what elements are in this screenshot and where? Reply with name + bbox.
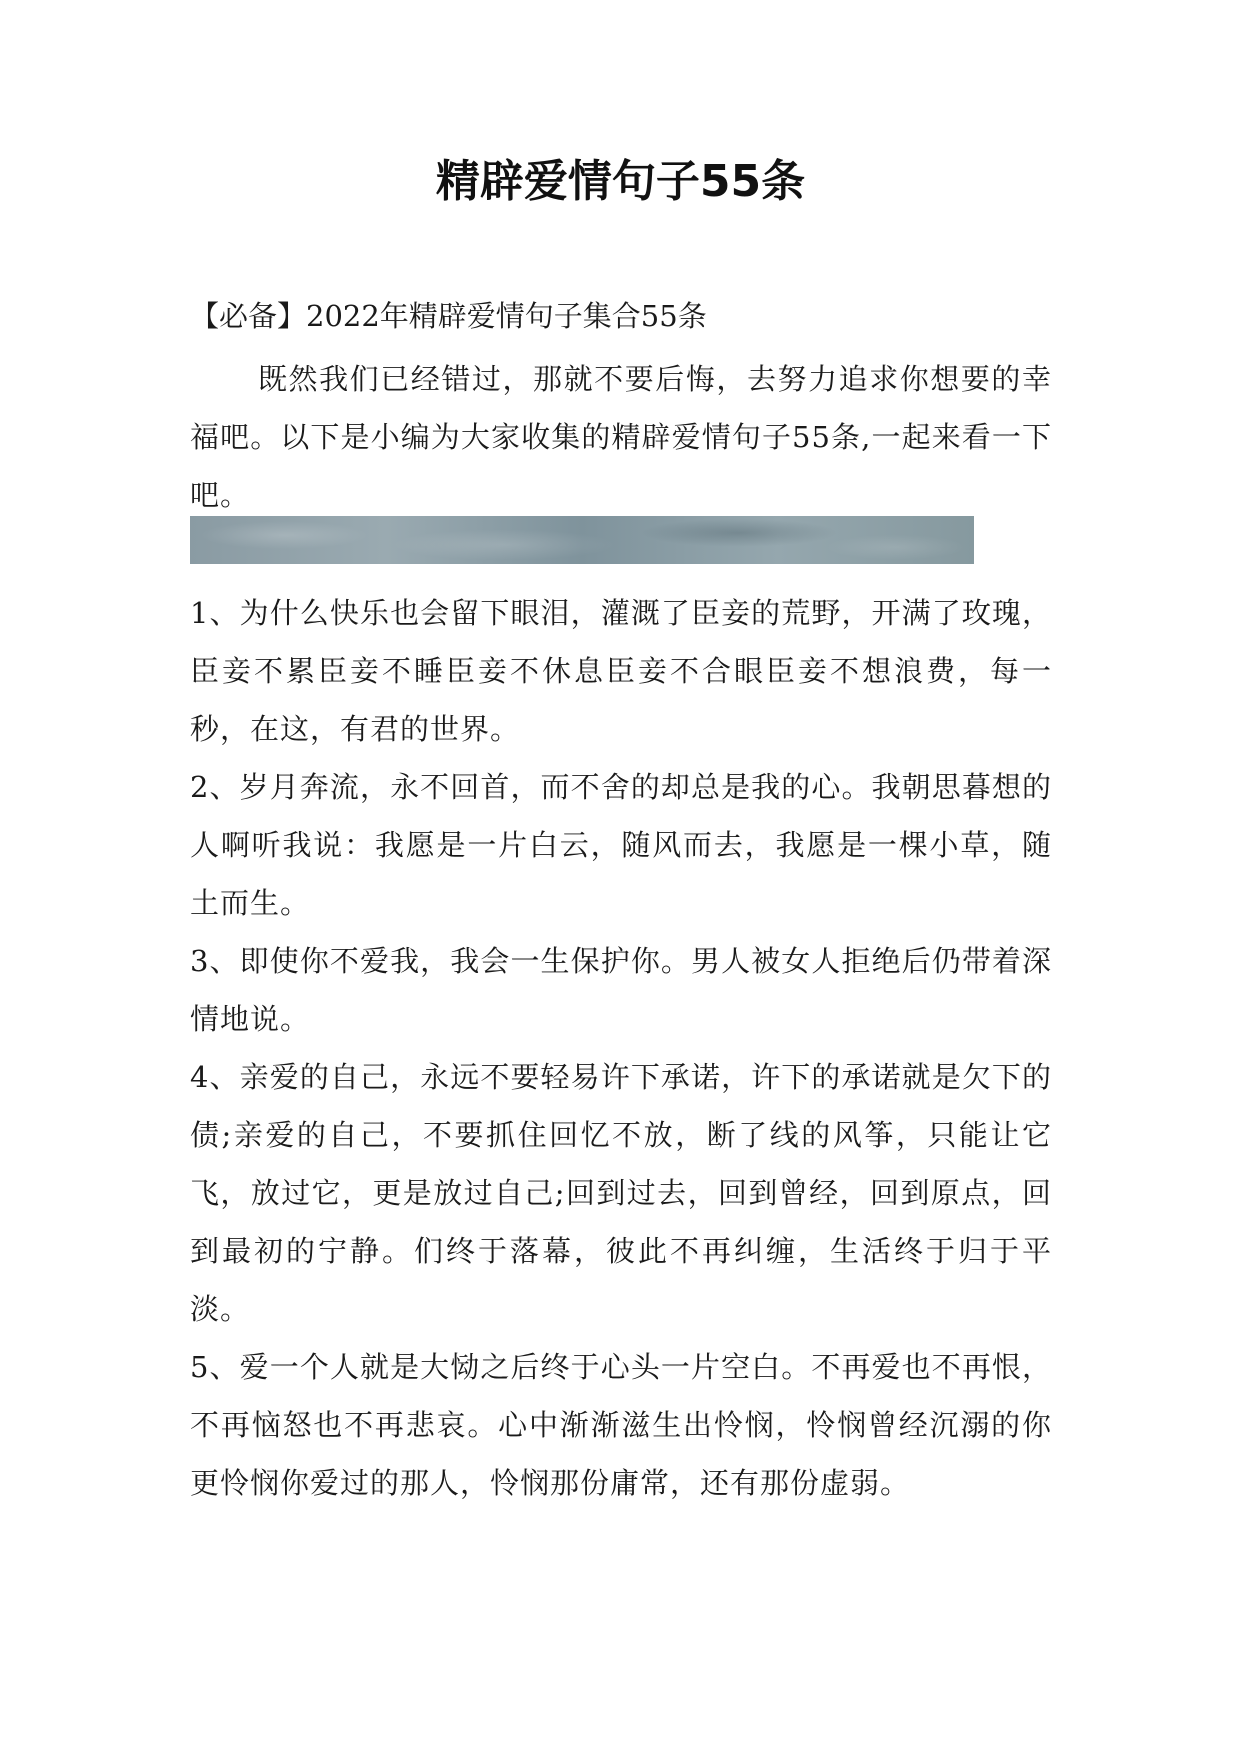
list-item: 4、亲爱的自己，永远不要轻易许下承诺，许下的承诺就是欠下的债;亲爱的自己，不要抓住回忆不放，断了线的风筝，只能让它飞，放过它，更是放过自己;回到过去，回到曾经，回到原点，回到最初的宁静。们终于落幕，彼此不再纠缠，生活终于归于平淡。 [190,1060,1052,1326]
list-item: 1、为什么快乐也会留下眼泪，灌溉了臣妾的荒野，开满了玫瑰，臣妾不累臣妾不睡臣妾不休息臣妾不合眼臣妾不想浪费，每一秒，在这，有君的世界。 [190,596,1052,746]
list-item: 3、即使你不爱我，我会一生保护你。男人被女人拒绝后仍带着深情地说。 [190,944,1052,1036]
document-subtitle: 【必备】2022年精辟爱情句子集合55条 [190,299,707,333]
list-item: 2、岁月奔流，永不回首，而不舍的却总是我的心。我朝思暮想的人啊听我说：我愿是一片白云，随风而去，我愿是一棵小草，随土而生。 [190,770,1052,920]
intro-paragraph: 既然我们已经错过，那就不要后悔，去努力追求你想要的幸福吧。以下是小编为大家收集的精辟爱情句子55条,一起来看一下吧。 [190,362,1052,512]
sentence-list [190,584,1052,1512]
page-title: 精辟爱情句子55条 [435,156,806,207]
decorative-banner-image [190,516,974,564]
list-item: 5、爱一个人就是大恸之后终于心头一片空白。不再爱也不再恨，不再恼怒也不再悲哀。心中渐渐滋生出怜悯，怜悯曾经沉溺的你更怜悯你爱过的那人，怜悯那份庸常，还有那份虚弱。 [190,1350,1052,1500]
